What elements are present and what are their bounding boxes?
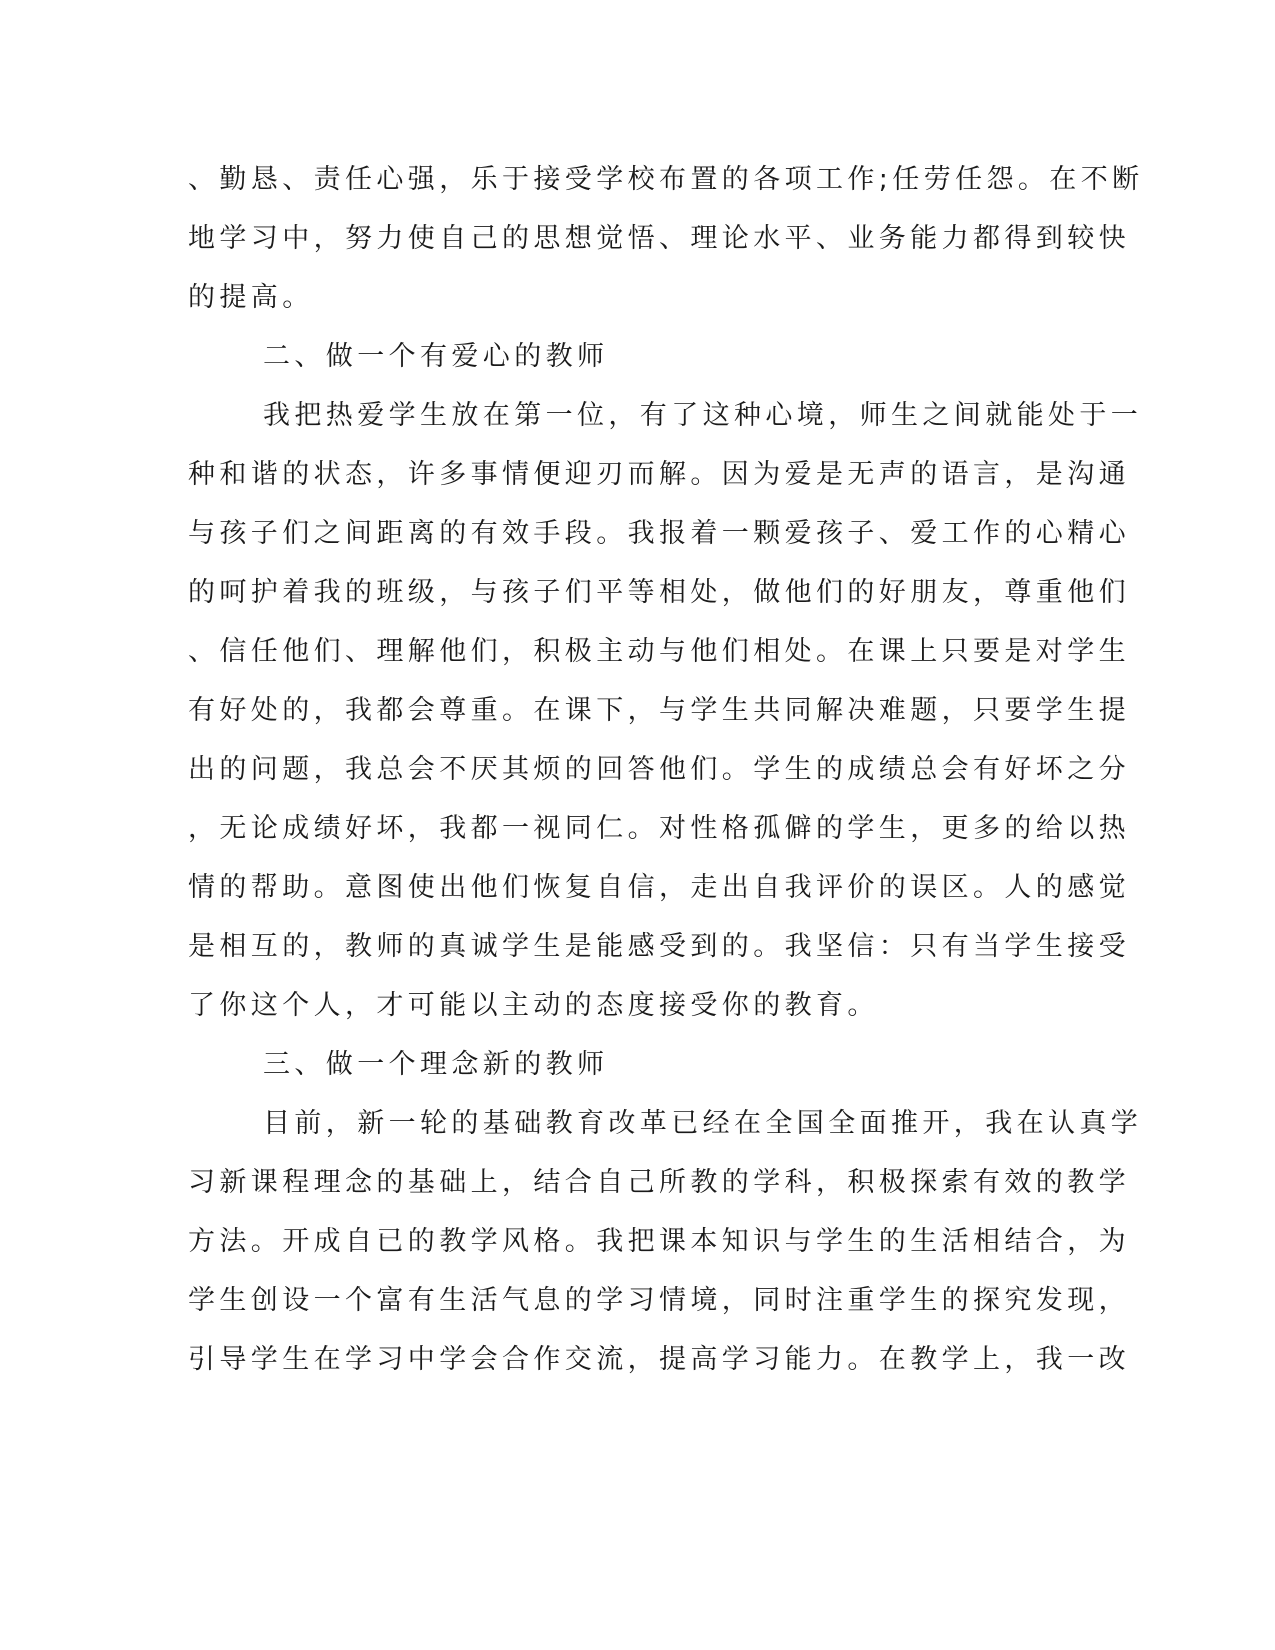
text-line: 有好处的，我都会尊重。在课下，与学生共同解决难题，只要学生提 — [188, 695, 1130, 726]
text-line: 引导学生在学习中学会合作交流，提高学习能力。在教学上，我一改 — [188, 1344, 1130, 1375]
text-line: 我把热爱学生放在第一位，有了这种心境，师生之间就能处于一 — [263, 400, 1143, 431]
text-line: 的呵护着我的班级，与孩子们平等相处，做他们的好朋友，尊重他们 — [188, 577, 1130, 608]
text-line: 了你这个人，才可能以主动的态度接受你的教育。 — [188, 990, 879, 1021]
text-line: 情的帮助。意图使出他们恢复自信，走出自我评价的误区。人的感觉 — [188, 872, 1130, 903]
text-line: 目前，新一轮的基础教育改革已经在全国全面推开，我在认真学 — [263, 1108, 1143, 1139]
text-line: 、勤恳、责任心强，乐于接受学校布置的各项工作;任劳任怨。在不断 — [188, 164, 1144, 195]
text-line: 、信任他们、理解他们，积极主动与他们相处。在课上只要是对学生 — [188, 636, 1130, 667]
section-heading: 三、做一个理念新的教师 — [263, 1049, 609, 1080]
text-line: 种和谐的状态，许多事情便迎刃而解。因为爱是无声的语言，是沟通 — [188, 459, 1130, 490]
text-line: ，无论成绩好坏，我都一视同仁。对性格孤僻的学生，更多的给以热 — [188, 813, 1130, 844]
text-line: 的提高。 — [188, 282, 314, 313]
text-line: 出的问题，我总会不厌其烦的回答他们。学生的成绩总会有好坏之分 — [188, 754, 1130, 785]
text-line: 是相互的，教师的真诚学生是能感受到的。我坚信：只有当学生接受 — [188, 931, 1130, 962]
text-line: 习新课程理念的基础上，结合自己所教的学科，积极探索有效的教学 — [188, 1167, 1130, 1198]
text-line: 与孩子们之间距离的有效手段。我报着一颗爱孩子、爱工作的心精心 — [188, 518, 1130, 549]
text-line: 方法。开成自已的教学风格。我把课本知识与学生的生活相结合，为 — [188, 1226, 1130, 1257]
text-line: 学生创设一个富有生活气息的学习情境，同时注重学生的探究发现， — [188, 1285, 1130, 1316]
text-line: 地学习中，努力使自己的思想觉悟、理论水平、业务能力都得到较快 — [188, 223, 1130, 254]
section-heading: 二、做一个有爱心的教师 — [263, 341, 609, 372]
